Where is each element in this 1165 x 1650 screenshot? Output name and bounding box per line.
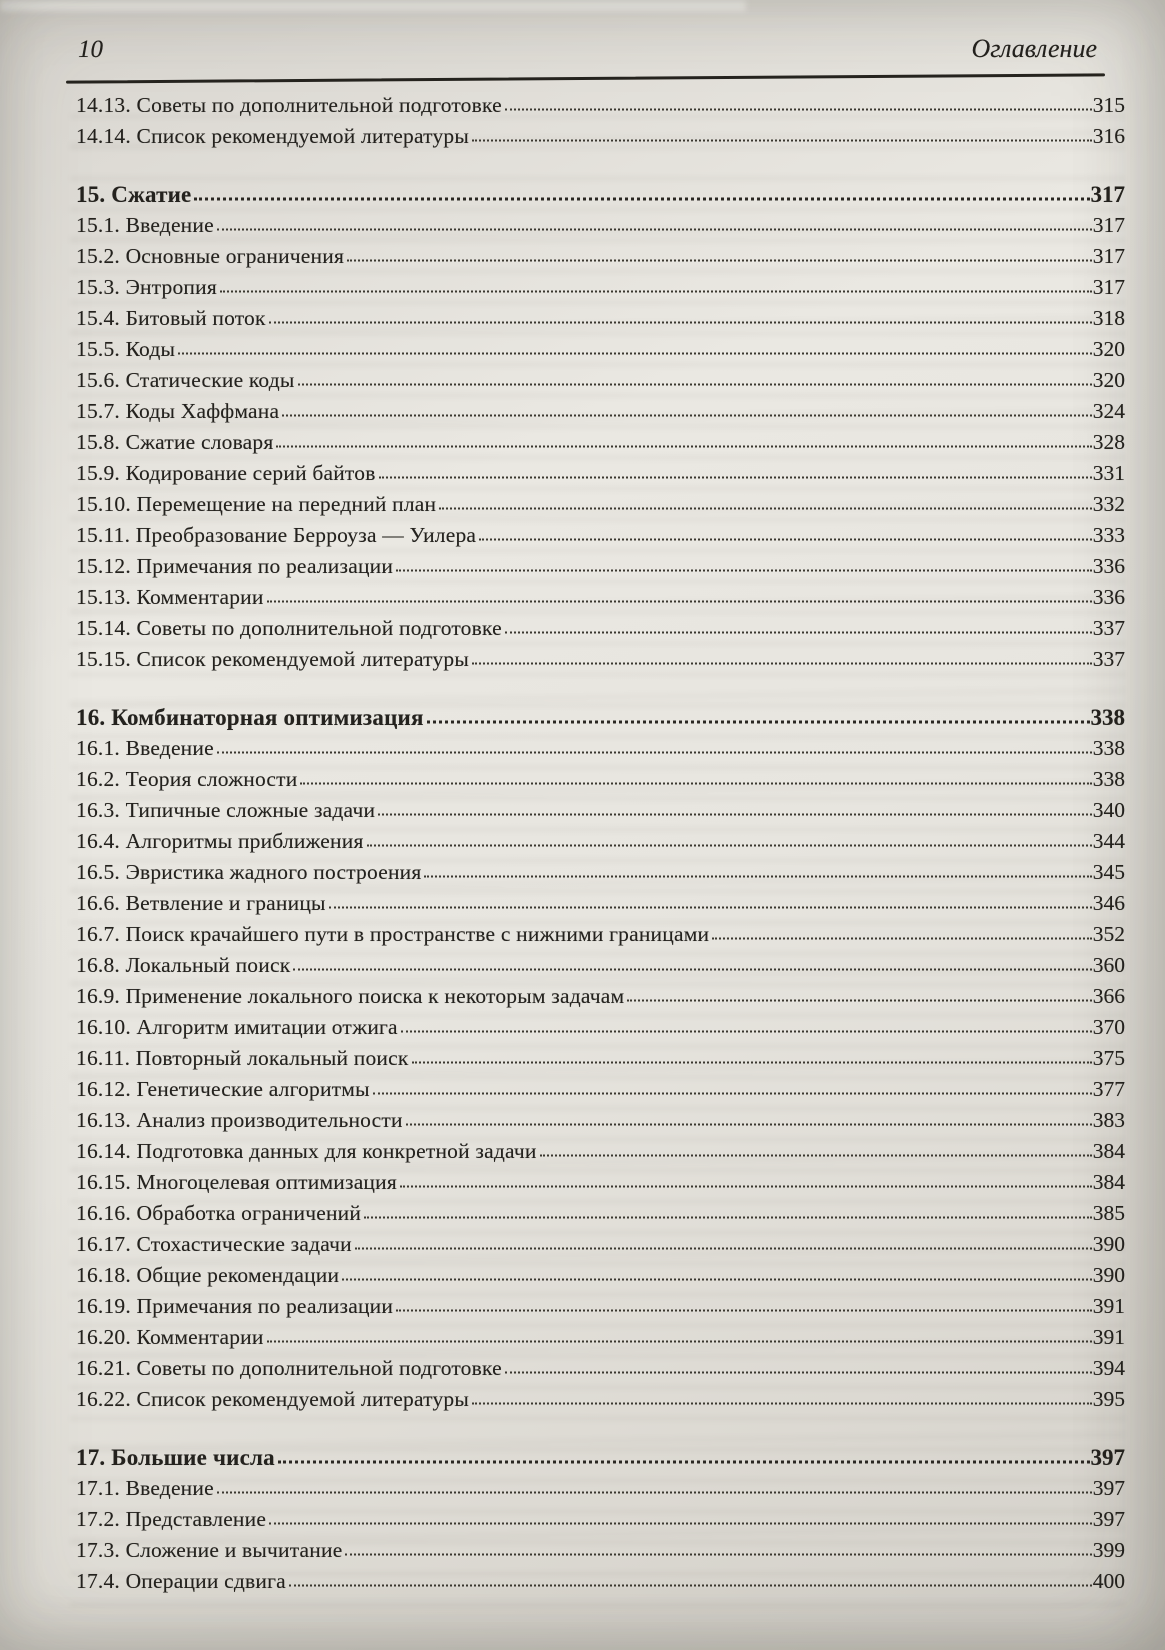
dot-leader [220,291,1092,293]
dot-leader [276,446,1091,448]
toc-entry-page: 344 [1092,829,1125,853]
toc-entry-page: 337 [1092,647,1125,671]
toc-entry-page: 315 [1092,93,1125,117]
dot-leader [472,663,1092,665]
toc-entry-label: 16.19. Примечания по реализации [76,1294,394,1318]
toc-entry-row [76,981,1125,1012]
toc-entry-label: 16.10. Алгоритм имитации отжига [76,1015,398,1039]
toc-entry-row [76,644,1125,675]
toc-list [76,90,1125,1597]
toc-entry-label: 14.14. Список рекомендуемой литературы [76,124,469,148]
toc-entry-label: 16.17. Стохастические задачи [76,1232,352,1256]
toc-entry-label: 17.4. Операции сдвига [76,1569,286,1593]
dot-leader [379,477,1092,479]
toc-entry-row [76,857,1125,888]
toc-entry-label: 16.3. Типичные сложные задачи [76,798,376,822]
toc-entry-row [76,795,1125,826]
toc-entry-row [76,90,1125,121]
dot-leader [505,109,1092,111]
toc-entry-row [76,1384,1125,1415]
header-page-number: 10 [78,36,103,63]
toc-entry-label: 16.14. Подготовка данных для конкретной задачи [76,1139,537,1163]
toc-entry-label: 17. Большие числа [76,1445,275,1470]
toc-entry-label: 17.3. Сложение и вычитание [76,1538,343,1562]
toc-entry-label: 15.3. Энтропия [76,275,217,299]
dot-leader [505,1372,1092,1374]
toc-entry-page: 370 [1092,1015,1125,1039]
toc-entry-page: 375 [1092,1046,1125,1070]
header-rule [66,73,1105,83]
dot-leader [479,539,1092,541]
dot-leader [540,1155,1092,1157]
toc-entry-row [76,1012,1125,1043]
toc-entry-row [76,1136,1125,1167]
toc-entry-row [76,303,1125,334]
toc-entry-row [76,551,1125,582]
dot-leader [345,1554,1091,1556]
toc-entry-label: 16.5. Эвристика жадного построения [76,860,422,884]
toc-entry-row [76,950,1125,981]
dot-leader [217,1492,1092,1494]
toc-entry-row [76,764,1125,795]
toc-entry-row [76,1167,1125,1198]
dot-leader [217,752,1092,754]
toc-entry-row [76,919,1125,950]
toc-entry-page: 390 [1092,1232,1125,1256]
toc-entry-page: 336 [1092,585,1125,609]
toc-entry-row [76,1535,1125,1566]
toc-entry-page: 360 [1092,953,1125,977]
toc-entry-page: 328 [1092,430,1125,454]
toc-entry-label: 16.6. Ветвление и границы [76,891,326,915]
toc-entry-label: 15.2. Основные ограничения [76,244,345,268]
toc-entry-label: 15.13. Комментарии [76,585,264,609]
toc-entry-page: 338 [1092,736,1125,760]
dot-leader [269,1523,1092,1525]
dot-leader [378,814,1092,816]
toc-entry-label: 15.7. Коды Хаффмана [76,399,280,423]
dot-leader [355,1248,1092,1250]
dot-leader [194,198,1089,201]
toc-entry-page: 340 [1092,798,1125,822]
dot-leader [505,632,1092,634]
toc-entry-row [76,826,1125,857]
dot-leader [342,1279,1092,1281]
dot-leader [396,1310,1092,1312]
toc-entry-label: 16.8. Локальный поиск [76,953,291,977]
dot-leader [396,570,1092,572]
dot-leader [364,1217,1092,1219]
dot-leader [267,601,1092,603]
toc-entry-row [76,1229,1125,1260]
dot-leader [289,1585,1092,1587]
toc-entry-page: 384 [1092,1139,1125,1163]
toc-entry-page: 391 [1092,1325,1125,1349]
dot-leader [298,384,1092,386]
dot-leader [472,1403,1092,1405]
toc-entry-label: 16.21. Советы по дополнительной подготовке [76,1356,502,1380]
toc-entry-row [76,1473,1125,1504]
toc-entry-row [76,582,1125,613]
toc-entry-row [76,396,1125,427]
toc-entry-page: 317 [1092,213,1125,237]
toc-entry-page: 332 [1092,492,1125,516]
toc-entry-row [76,272,1125,303]
dot-leader [269,322,1092,324]
toc-entry-page: 320 [1092,337,1125,361]
dot-leader [712,938,1092,940]
toc-entry-page: 346 [1092,891,1125,915]
toc-entry-page: 391 [1092,1294,1125,1318]
dot-leader [401,1031,1092,1033]
toc-entry-row [76,241,1125,272]
toc-entry-row [76,888,1125,919]
toc-entry-page: 384 [1092,1170,1125,1194]
toc-entry-page: 397 [1090,1445,1125,1470]
dot-leader [282,415,1092,417]
header-title: Оглавление [971,34,1097,63]
toc-entry-label: 16.13. Анализ производительности [76,1108,403,1132]
toc-entry-label: 15.8. Сжатие словаря [76,430,274,454]
toc-entry-page: 324 [1092,399,1125,423]
toc-entry-label: 16.15. Многоцелевая оптимизация [76,1170,397,1194]
toc-entry-row [76,210,1125,241]
toc-entry-page: 318 [1092,306,1125,330]
toc-entry-label: 14.13. Советы по дополнительной подготовке [76,93,502,117]
toc-chapter-row [76,702,1125,733]
toc-entry-page: 345 [1092,860,1125,884]
toc-entry-page: 397 [1092,1476,1125,1500]
toc-entry-label: 16.12. Генетические алгоритмы [76,1077,370,1101]
toc-entry-label: 15.5. Коды [76,337,176,361]
toc-entry-label: 17.1. Введение [76,1476,214,1500]
toc-entry-page: 377 [1092,1077,1125,1101]
toc-entry-row [76,1353,1125,1384]
toc-entry-row [76,1260,1125,1291]
toc-entry-page: 352 [1092,922,1125,946]
toc-entry-page: 394 [1092,1356,1125,1380]
toc-entry-row [76,1504,1125,1535]
dot-leader [424,876,1091,878]
toc-entry-label: 15.12. Примечания по реализации [76,554,394,578]
toc-entry-row [76,365,1125,396]
toc-entry-label: 16.11. Повторный локальный поиск [76,1046,409,1070]
toc-entry-label: 15.10. Перемещение на передний план [76,492,437,516]
dot-leader [217,229,1092,231]
page-glare [0,0,746,11]
toc-entry-page: 336 [1092,554,1125,578]
dot-leader [367,845,1092,847]
dot-leader [412,1062,1092,1064]
toc-section [76,90,1125,152]
toc-entry-row [76,458,1125,489]
toc-entry-label: 16.7. Поиск крачайшего пути в пространстве с нижними границами [76,922,710,946]
dot-leader [406,1124,1092,1126]
toc-entry-row [76,1566,1125,1597]
toc-entry-label: 15.4. Битовый поток [76,306,266,330]
toc-entry-label: 15.11. Преобразование Берроуза — Уилера [76,523,477,547]
dot-leader [293,969,1091,971]
dot-leader [439,508,1091,510]
toc-section [76,179,1125,675]
toc-chapter-row [76,179,1125,210]
toc-entry-label: 16.4. Алгоритмы приближения [76,829,364,853]
toc-entry-page: 366 [1092,984,1125,1008]
toc-entry-row [76,613,1125,644]
toc-entry-label: 16.20. Комментарии [76,1325,264,1349]
toc-entry-page: 320 [1092,368,1125,392]
toc-entry-label: 15.15. Список рекомендуемой литературы [76,647,469,671]
toc-entry-label: 15.6. Статические коды [76,368,295,392]
toc-entry-label: 15.9. Кодирование серий байтов [76,461,376,485]
toc-entry-label: 16.9. Применение локального поиска к некоторым задачам [76,984,625,1008]
dot-leader [329,907,1092,909]
page-header [78,34,1097,64]
toc-entry-page: 317 [1092,244,1125,268]
dot-leader [278,1461,1090,1464]
toc-entry-row [76,489,1125,520]
toc-entry-label: 16.22. Список рекомендуемой литературы [76,1387,469,1411]
toc-entry-label: 16.1. Введение [76,736,214,760]
toc-entry-row [76,733,1125,764]
dot-leader [347,260,1092,262]
dot-leader [427,721,1090,724]
toc-entry-page: 385 [1092,1201,1125,1225]
dot-leader [627,1000,1091,1002]
toc-chapter-row [76,1442,1125,1473]
dot-leader [400,1186,1092,1188]
toc-entry-label: 16.2. Теория сложности [76,767,298,791]
toc-entry-label: 15.14. Советы по дополнительной подготовке [76,616,502,640]
toc-entry-label: 17.2. Представление [76,1507,267,1531]
toc-entry-row [76,520,1125,551]
dot-leader [267,1341,1092,1343]
toc-entry-page: 383 [1092,1108,1125,1132]
dot-leader [373,1093,1092,1095]
dot-leader [300,783,1091,785]
dot-leader [472,140,1092,142]
toc-entry-page: 397 [1092,1507,1125,1531]
toc-entry-page: 331 [1092,461,1125,485]
toc-entry-row [76,1074,1125,1105]
toc-entry-row [76,1043,1125,1074]
toc-entry-label: 15.1. Введение [76,213,214,237]
toc-entry-page: 316 [1092,124,1125,148]
toc-section [76,702,1125,1415]
toc-entry-page: 333 [1092,523,1125,547]
toc-entry-row [76,1105,1125,1136]
toc-entry-label: 16. Комбинаторная оптимизация [76,705,424,730]
toc-entry-label: 16.18. Общие рекомендации [76,1263,340,1287]
toc-entry-page: 395 [1092,1387,1125,1411]
toc-entry-page: 317 [1092,275,1125,299]
toc-entry-page: 317 [1090,182,1125,207]
toc-entry-page: 390 [1092,1263,1125,1287]
toc-entry-page: 399 [1092,1538,1125,1562]
dot-leader [178,353,1092,355]
toc-entry-page: 400 [1092,1569,1125,1593]
toc-entry-row [76,121,1125,152]
toc-entry-label: 16.16. Обработка ограничений [76,1201,362,1225]
toc-entry-row [76,1291,1125,1322]
toc-entry-row [76,334,1125,365]
toc-entry-row [76,1198,1125,1229]
toc-entry-row [76,1322,1125,1353]
toc-entry-row [76,427,1125,458]
toc-entry-page: 338 [1092,767,1125,791]
toc-entry-page: 338 [1090,705,1125,730]
toc-section [76,1442,1125,1597]
toc-entry-label: 15. Сжатие [76,182,192,207]
toc-entry-page: 337 [1092,616,1125,640]
